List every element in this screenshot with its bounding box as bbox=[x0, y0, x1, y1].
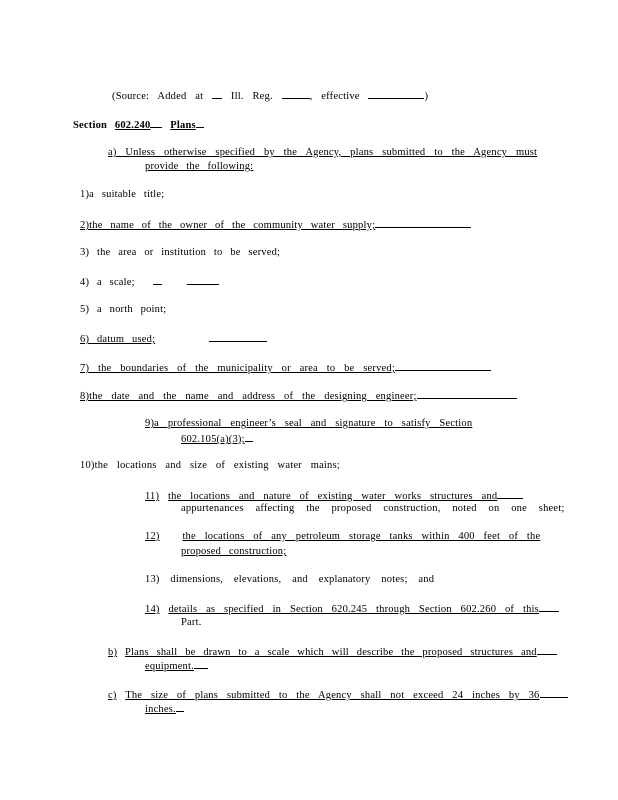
item-12-line2: proposed construction; bbox=[181, 546, 287, 557]
blank-volume bbox=[212, 88, 222, 99]
item-9-line2-text: 602.105(a)(3); bbox=[181, 434, 245, 445]
item-2-text: 2)the name of the owner of the community water supply; bbox=[80, 220, 376, 231]
item-11-line1 bbox=[145, 488, 523, 503]
item-9-line1: 9)a professional engineer’s seal and signature to satisfy Section bbox=[145, 418, 473, 429]
item-11-number: 11) bbox=[145, 491, 160, 502]
item-14-line2: Part. bbox=[181, 617, 202, 628]
source-open: (Source: bbox=[112, 91, 150, 102]
item-12-number: 12) bbox=[145, 531, 160, 542]
item-5: 5) a north point; bbox=[80, 304, 167, 315]
subsection-b-line2 bbox=[145, 658, 208, 673]
subsection-b-label: b) bbox=[108, 647, 118, 658]
subsection-b-line2-rule bbox=[194, 658, 208, 669]
section-number: 602.240 bbox=[114, 120, 151, 131]
item-14-number: 14) bbox=[145, 604, 160, 615]
item-9-rule bbox=[245, 431, 253, 442]
item-7-text: 7) the boundaries of the municipality or area to be served; bbox=[80, 363, 395, 374]
item-4 bbox=[80, 274, 219, 289]
item-9-line2 bbox=[181, 431, 253, 446]
subsection-c-rule bbox=[540, 687, 568, 698]
section-number-rule bbox=[150, 117, 162, 128]
section-title-rule bbox=[196, 117, 204, 128]
blank-page bbox=[282, 88, 310, 99]
subsection-a-line1: a) Unless otherwise specified by the Agency, plans submitted to the Agency must bbox=[108, 147, 538, 158]
item-6-blank bbox=[209, 331, 267, 342]
subsection-b-rule bbox=[537, 644, 557, 655]
item-2 bbox=[80, 217, 471, 232]
source-reg: Ill. Reg. bbox=[230, 91, 273, 102]
section-title: Plans bbox=[170, 120, 196, 131]
item-4-blank-a bbox=[153, 274, 162, 285]
item-8 bbox=[80, 388, 517, 403]
source-note bbox=[112, 88, 428, 103]
subsection-b-text: Plans shall be drawn to a scale which will describe the proposed structures and bbox=[124, 647, 537, 658]
item-12-line1 bbox=[145, 530, 540, 543]
item-6-text: 6) datum used; bbox=[80, 334, 156, 345]
item-11-line2: appurtenances affecting the proposed construction, noted on one sheet; bbox=[181, 503, 565, 514]
item-8-rule bbox=[417, 388, 517, 399]
item-11-rule bbox=[497, 488, 523, 499]
item-2-rule bbox=[375, 217, 471, 228]
item-4-text: 4) a scale; bbox=[80, 277, 135, 288]
item-14-line1 bbox=[145, 601, 559, 616]
subsection-c-line2-rule bbox=[176, 701, 184, 712]
source-effective: effective bbox=[321, 91, 360, 102]
item-14-text: details as specified in Section 620.245 through Section 602.260 of this bbox=[168, 604, 539, 615]
item-11-text: the locations and nature of existing water works structures and bbox=[168, 491, 498, 502]
subsection-b-line2-text: equipment. bbox=[145, 661, 194, 672]
item-14-rule bbox=[539, 601, 559, 612]
source-close: ) bbox=[424, 91, 429, 102]
subsection-c-line1 bbox=[108, 687, 568, 702]
section-label: Section bbox=[73, 120, 108, 131]
item-6 bbox=[80, 331, 267, 346]
item-7-rule bbox=[395, 360, 491, 371]
item-10: 10)the locations and size of existing water mains; bbox=[80, 460, 340, 471]
item-8-text: 8)the date and the name and address of the designing engineer; bbox=[80, 391, 417, 402]
source-comma: , bbox=[309, 91, 313, 102]
blank-date bbox=[368, 88, 424, 99]
subsection-b-line1 bbox=[108, 644, 557, 659]
subsection-c-label: c) bbox=[108, 690, 117, 701]
item-3: 3) the area or institution to be served; bbox=[80, 247, 281, 258]
subsection-c-line2-text: inches. bbox=[145, 704, 176, 715]
subsection-a-line2: provide the following: bbox=[145, 161, 254, 172]
item-7 bbox=[80, 360, 491, 375]
item-4-blank-b bbox=[187, 274, 219, 285]
section-heading bbox=[73, 117, 204, 132]
item-1: 1)a suitable title; bbox=[80, 189, 165, 200]
item-12-text: the locations of any petroleum storage tanks within 400 feet of the bbox=[182, 531, 541, 542]
subsection-c-text: The size of plans submitted to the Agency shall not exceed 24 inches by 36 bbox=[125, 690, 540, 701]
subsection-c-line2 bbox=[145, 701, 184, 716]
source-at: at bbox=[195, 91, 204, 102]
source-added: Added bbox=[157, 91, 187, 102]
item-13: 13) dimensions, elevations, and explanatory notes; and bbox=[145, 574, 435, 585]
